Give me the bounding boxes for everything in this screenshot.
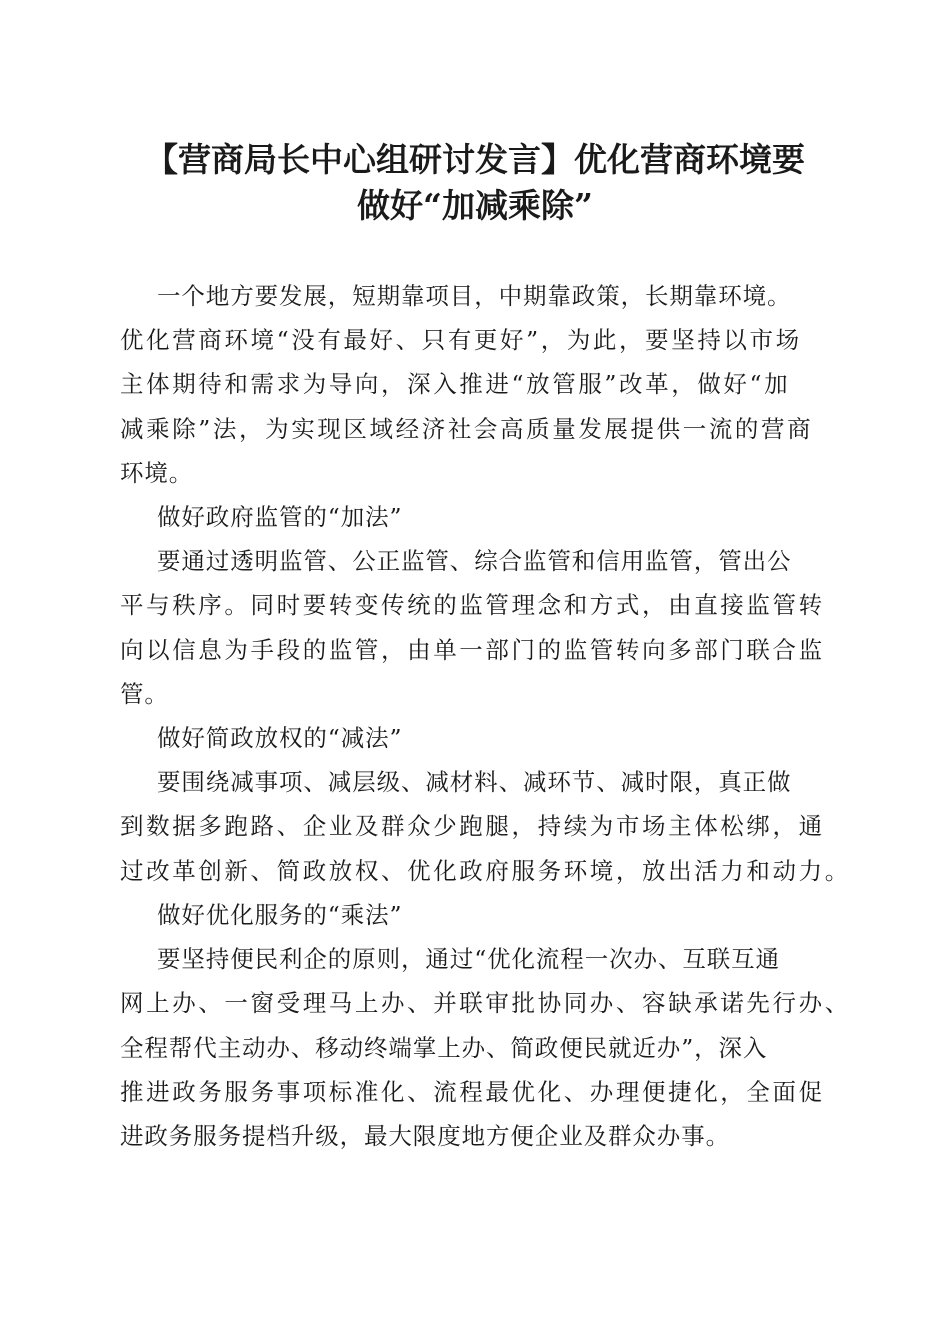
paragraph-7-line-3: 全程帮代主动办、移动终端掌上办、简政便民就近办”，深入 — [120, 1034, 768, 1062]
paragraph-1-line-4: 减乘除”法，为实现区域经济社会高质量发展提供一流的营商 — [120, 415, 814, 443]
paragraph-5-line-1: 要围绕减事项、减层级、减材料、减环节、减时限，真正做 — [157, 768, 792, 796]
paragraph-7-line-2: 网上办、一窗受理马上办、并联审批协同办、容缺承诺先行办、 — [120, 989, 851, 1017]
paragraph-5-line-3: 过改革创新、简政放权、优化政府服务环境，放出活力和动力。 — [120, 857, 851, 885]
paragraph-5-line-2: 到数据多跑路、企业及群众少跑腿，持续为市场主体松绑，通 — [120, 812, 825, 840]
paragraph-3-line-3: 向以信息为手段的监管，由单一部门的监管转向多部门联合监 — [120, 636, 825, 664]
section-heading-multiplication: 做好优化服务的“乘法” — [157, 901, 403, 929]
paragraph-1-line-3: 主体期待和需求为导向，深入推进“放管服”改革，做好“加 — [120, 370, 791, 398]
section-heading-subtraction: 做好简政放权的“减法” — [157, 724, 403, 752]
section-heading-addition: 做好政府监管的“加法” — [157, 503, 403, 531]
paragraph-1-line-5: 环境。 — [120, 459, 194, 487]
paragraph-3-line-2: 平与秩序。同时要转变传统的监管理念和方式，由直接监管转 — [120, 591, 825, 619]
paragraph-7-line-5: 进政务服务提档升级，最大限度地方便企业及群众办事。 — [120, 1122, 730, 1150]
document-title-line-1: 【营商局长中心组研讨发言】优化营商环境要 — [145, 140, 805, 179]
paragraph-3-line-4: 管。 — [120, 680, 169, 708]
paragraph-3-line-1: 要通过透明监管、公正监管、综合监管和信用监管，管出公 — [157, 547, 792, 575]
paragraph-1-line-2: 优化营商环境“没有最好、只有更好”，为此，要坚持以市场 — [120, 326, 802, 354]
paragraph-7-line-1: 要坚持便民利企的原则，通过“优化流程一次办、互联互通 — [157, 945, 780, 973]
paragraph-1-line-1: 一个地方要发展，短期靠项目，中期靠政策，长期靠环境。 — [157, 282, 792, 310]
paragraph-7-line-4: 推进政务服务事项标准化、流程最优化、办理便捷化，全面促 — [120, 1078, 825, 1106]
document-title-line-2: 做好“加减乘除” — [357, 186, 593, 225]
